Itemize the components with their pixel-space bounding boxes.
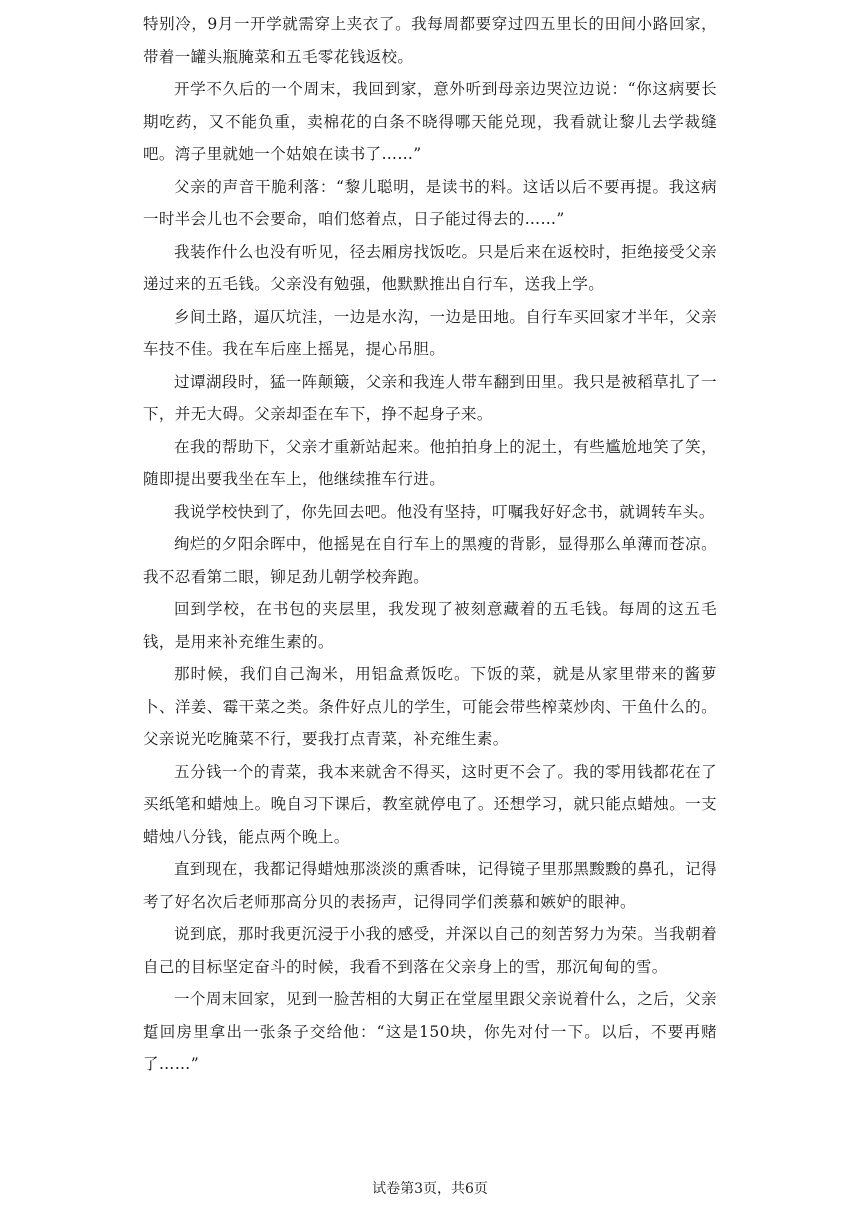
- paragraph-2: 开学不久后的一个周末，我回到家，意外听到母亲边哭泣边说：“你这病要长期吃药，又不能负重，卖棉花的白条不晓得哪天能兑现，我看就让黎儿去学裁缝吧。湾子里就她一个姑娘在读书了……”: [143, 80, 717, 163]
- paragraph-1: 特别冷，9月一开学就需穿上夹衣了。我每周都要穿过四五里长的田间小路回家，带着一罐头瓶腌菜和五毛零花钱返校。: [143, 15, 717, 66]
- paragraph-14: 说到底，那时我更沉浸于小我的感受，并深以自己的刻苦努力为荣。当我朝着自己的目标坚定奋斗的时候，我看不到落在父亲身上的雪，那沉甸甸的雪。: [143, 925, 717, 976]
- paragraph-5: 乡间土路，逼仄坑洼，一边是水沟，一边是田地。自行车买回家才半年，父亲车技不佳。我在车后座上摇晃，提心吊胆。: [143, 307, 717, 358]
- paragraph-15: 一个周末回家，见到一脸苦相的大舅正在堂屋里跟父亲说着什么，之后，父亲踅回房里拿出一张条子交给他：“这是150块，你先对付一下。以后，不要再赌了……”: [143, 990, 717, 1073]
- paragraph-4: 我装作什么也没有听见，径去厢房找饭吃。只是后来在返校时，拒绝接受父亲递过来的五毛钱。父亲没有勉强，他默默推出自行车，送我上学。: [143, 242, 717, 293]
- article-body: [143, 8, 717, 1081]
- paragraph-7: 在我的帮助下，父亲才重新站起来。他拍拍身上的泥土，有些尴尬地笑了笑，随即提出要我坐在车上，他继续推车行进。: [143, 437, 717, 488]
- paragraph-9: 绚烂的夕阳余晖中，他摇晃在自行车上的黑瘦的背影，显得那么单薄而苍凉。我不忍看第二眼，铆足劲儿朝学校奔跑。: [143, 535, 717, 586]
- paragraph-6: 过谭湖段时，猛一阵颠簸，父亲和我连人带车翻到田里。我只是被稻草扎了一下，并无大碍。父亲却歪在车下，挣不起身子来。: [143, 372, 717, 423]
- paragraph-11: 那时候，我们自己淘米，用铝盒煮饭吃。下饭的菜，就是从家里带来的酱萝卜、洋姜、霉干菜之类。条件好点儿的学生，可能会带些榨菜炒肉、干鱼什么的。父亲说光吃腌菜不行，要我打点青菜，补充维生素。: [143, 665, 717, 748]
- paragraph-8: 我说学校快到了，你先回去吧。他没有坚持，叮嘱我好好念书，就调转车头。: [174, 502, 715, 521]
- paragraph-13: 直到现在，我都记得蜡烛那淡淡的熏香味，记得镜子里那黑黢黢的鼻孔，记得考了好名次后老师那高分贝的表扬声，记得同学们羡慕和嫉妒的眼神。: [143, 860, 717, 911]
- page-footer: 试卷第3页，共6页: [372, 1181, 488, 1197]
- paragraph-10: 回到学校，在书包的夹层里，我发现了被刻意藏着的五毛钱。每周的这五毛钱，是用来补充维生素的。: [143, 600, 717, 651]
- paragraph-12: 五分钱一个的青菜，我本来就舍不得买，这时更不会了。我的零用钱都花在了买纸笔和蜡烛上。晚自习下课后，教室就停电了。还想学习，就只能点蜡烛。一支蜡烛八分钱，能点两个晚上。: [143, 762, 717, 846]
- paragraph-3: 父亲的声音干脆利落：“黎儿聪明，是读书的料。这话以后不要再提。我这病一时半会儿也不会要命，咱们悠着点，日子能过得去的……”: [143, 177, 717, 228]
